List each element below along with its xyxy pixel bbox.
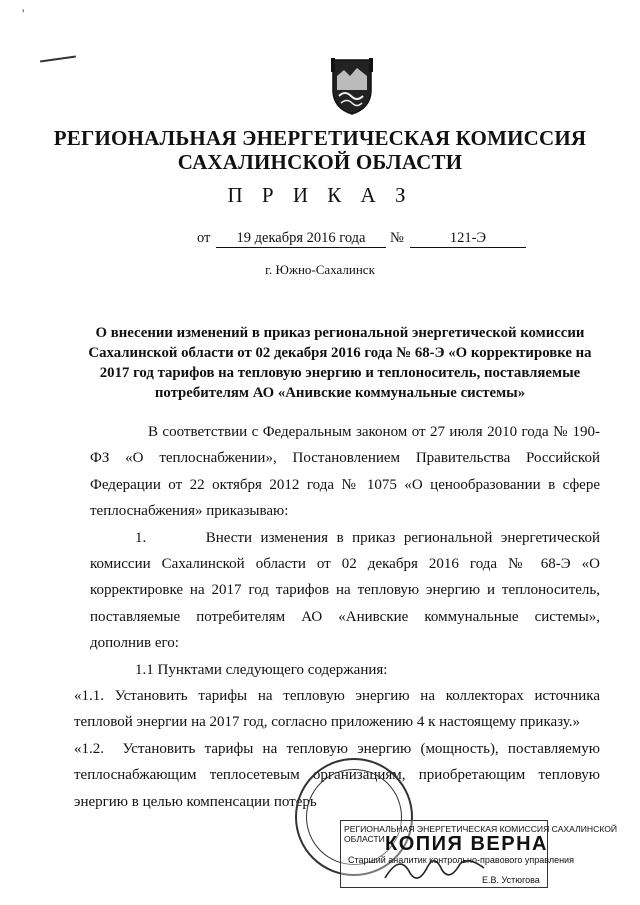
number-label: №	[390, 230, 404, 246]
handwritten-signature	[380, 848, 490, 888]
stamp-signatory-name: Е.В. Устюгова	[482, 875, 540, 885]
quote-1-1	[74, 683, 600, 736]
document-type: П Р И К А З	[227, 183, 413, 207]
document-body	[74, 419, 600, 815]
date-from-label: от	[197, 230, 211, 246]
quote-1-2-text: «1.2. Установить тарифы на тепловую энергию (мощность), поставляемую теплоснабжающим теплосетевым организациям, приобретающим тепловую энергию в целью компенсации потерь	[74, 740, 600, 810]
stamp-copy-label: КОПИЯ ВЕРНА	[385, 833, 548, 855]
handwritten-stroke	[40, 56, 76, 63]
organization-name-line1: РЕГИОНАЛЬНАЯ ЭНЕРГЕТИЧЕСКАЯ КОМИССИЯ	[53, 126, 587, 150]
city: г. Южно-Сахалинск	[265, 262, 375, 277]
stamp-organization: РЕГИОНАЛЬНАЯ ЭНЕРГЕТИЧЕСКАЯ КОМИССИЯ САХАЛИНСКОЙ ОБЛАСТИ	[344, 824, 618, 844]
item-1-paragraph: 1. Внести изменения в приказ региональной энергетической комиссии Сахалинской области от 02 декабря 2016 года № 68-Э «О корректировке на 2017 год тарифов на тепловую энергию и теплоноситель, поставляемые потребителям АО «Анивские коммунальные системы», дополнив его:	[90, 529, 600, 652]
quote-1-1-text: «1.1. Установить тарифы на тепловую энергию на коллекторах источника тепловой энергии на 2017 год, согласно приложению 4 к настоящему приказу.»	[74, 688, 600, 731]
corner-mark: '	[22, 6, 25, 21]
document-date: 19 декабря 2016 года	[216, 230, 386, 248]
preamble-paragraph: В соответствии с Федеральным законом от 27 июля 2010 года № 190-ФЗ «О теплоснабжении», Постановлением Правительства Российской Федерации от 22 октября 2012 года № 1075 «О ценообразовании в сфере теплоснабжения» приказываю:	[90, 424, 600, 520]
coat-of-arms-emblem	[329, 56, 375, 116]
organization-name-line2: САХАЛИНСКОЙ ОБЛАСТИ	[177, 150, 463, 174]
subitem-1-1: 1.1 Пунктами следующего содержания:	[135, 661, 388, 678]
document-subject: О внесении изменений в приказ региональной энергетической комиссии Сахалинской области от 02 декабря 2016 года № 68-Э «О корректировке на 2017 год тарифов на тепловую энергию и теплоноситель, поставляемые потребителям АО «Анивские коммунальные системы»	[88, 325, 592, 401]
document-number: 121-Э	[410, 230, 526, 248]
stamp-position: Старший аналитик контрольно-правового управления	[348, 855, 574, 865]
